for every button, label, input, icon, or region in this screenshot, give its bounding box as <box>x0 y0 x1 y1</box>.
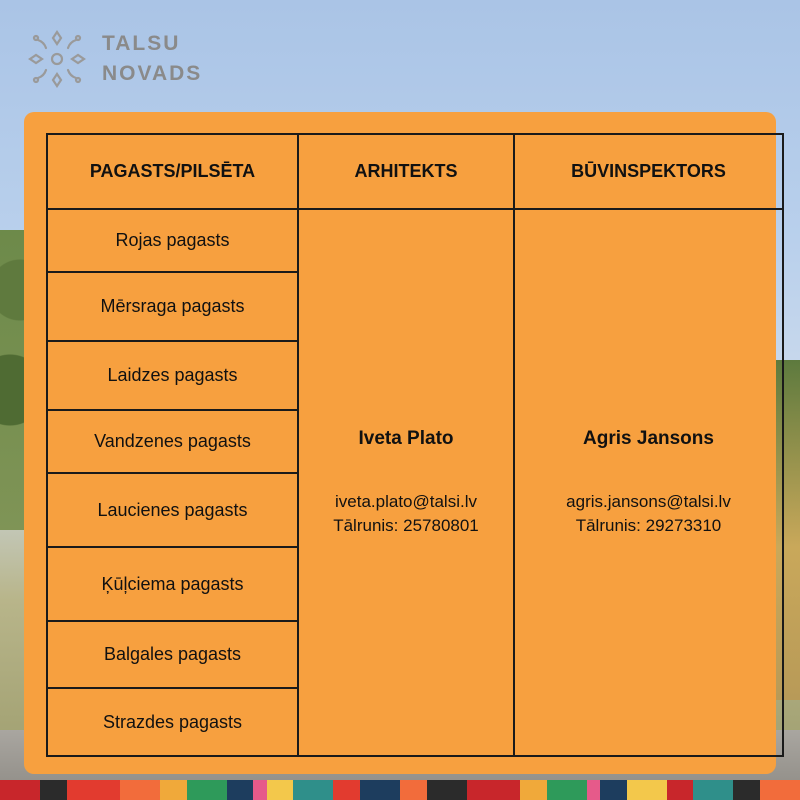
talsu-ornament-icon <box>24 26 90 92</box>
brand-logo <box>24 26 202 92</box>
architect-cell <box>298 209 514 756</box>
stripe-segment <box>467 780 520 800</box>
stripe-segment <box>40 780 67 800</box>
stripe-segment <box>67 780 120 800</box>
inspector-phone: Tālrunis: 29273310 <box>575 515 722 535</box>
table-row <box>47 209 783 272</box>
inspector-email[interactable]: agris.jansons@talsi.lv <box>566 491 731 511</box>
stripe-segment <box>227 780 254 800</box>
stripe-segment <box>587 780 600 800</box>
stripe-segment <box>600 780 627 800</box>
place-cell: Balgales pagasts <box>47 621 298 688</box>
stripe-segment <box>667 780 694 800</box>
contacts-table <box>46 133 784 757</box>
architect-email[interactable]: iveta.plato@talsi.lv <box>335 491 477 511</box>
inspector-cell <box>514 209 783 756</box>
header-inspector: BŪVINSPEKTORS <box>514 134 783 209</box>
place-cell: Ķūļciema pagasts <box>47 547 298 621</box>
stripe-segment <box>400 780 427 800</box>
header-place: PAGASTS/PILSĒTA <box>47 134 298 209</box>
place-cell: Strazdes pagasts <box>47 688 298 756</box>
stripe-segment <box>360 780 400 800</box>
stripe-segment <box>120 780 160 800</box>
stripe-segment <box>187 780 227 800</box>
stripe-segment <box>627 780 667 800</box>
stripe-segment <box>760 780 800 800</box>
stripe-segment <box>253 780 266 800</box>
stripe-segment <box>693 780 733 800</box>
brand-line-2: NOVADS <box>102 62 203 85</box>
stripe-segment <box>733 780 760 800</box>
info-panel <box>24 112 776 774</box>
color-stripe <box>0 780 800 800</box>
stripe-segment <box>427 780 467 800</box>
stripe-segment <box>160 780 187 800</box>
stripe-segment <box>0 780 40 800</box>
stripe-segment <box>520 780 547 800</box>
stripe-segment <box>293 780 333 800</box>
table-header-row <box>47 134 783 209</box>
place-cell: Vandzenes pagasts <box>47 410 298 473</box>
stripe-segment <box>267 780 294 800</box>
place-cell: Mērsraga pagasts <box>47 272 298 341</box>
brand-line-1: TALSU <box>102 32 181 55</box>
place-cell: Rojas pagasts <box>47 209 298 272</box>
architect-phone: Tālrunis: 25780801 <box>333 515 479 535</box>
header-architect: ARHITEKTS <box>298 134 514 209</box>
stripe-segment <box>547 780 587 800</box>
architect-name: Iveta Plato <box>358 427 454 449</box>
place-cell: Laucienes pagasts <box>47 473 298 547</box>
stripe-segment <box>333 780 360 800</box>
place-cell: Laidzes pagasts <box>47 341 298 410</box>
inspector-name: Agris Jansons <box>583 427 714 449</box>
